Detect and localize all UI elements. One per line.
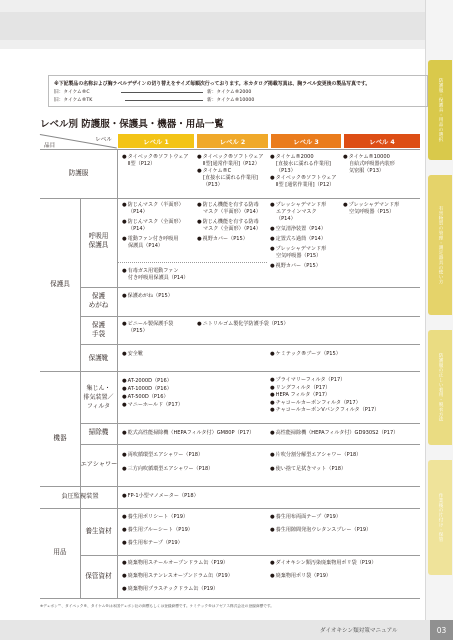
item-text: 視野カバー（P15） <box>202 236 248 242</box>
list-item <box>197 154 263 161</box>
list-item-cont: 気密服（P13） <box>349 168 385 174</box>
corner-level-label: レベル <box>95 137 112 143</box>
bullet-icon: ● <box>122 430 127 436</box>
row-label-boots: 保護靴 <box>88 354 109 362</box>
list-item-cont: （P14） <box>276 216 296 222</box>
list-item-cont: （P15） <box>128 328 148 334</box>
list-item <box>122 451 213 459</box>
page-number: 03 <box>430 620 453 640</box>
list-item <box>343 154 395 161</box>
storage-level1-items <box>122 559 233 593</box>
list-item <box>270 263 326 270</box>
level-1-header: レベル 1 <box>118 134 194 148</box>
list-item <box>270 226 326 233</box>
item-text: タイケム®2000 <box>275 154 314 160</box>
item-text: 防じん機能を有する防毒 <box>202 219 259 225</box>
list-item <box>122 585 233 593</box>
manual-name: ダイオキシン類対策マニュアル <box>320 628 398 634</box>
bullet-icon: ● <box>122 154 127 160</box>
notice-arrow-line-1 <box>121 92 203 93</box>
list-item-cont: Ⅱ型（P12） <box>128 161 156 167</box>
list-item-cont: 自給式呼吸器内装形 <box>349 161 395 167</box>
respirator-level1b-items <box>122 268 189 282</box>
item-text: 廃棄物用スチールオープンドラム缶（P19） <box>127 560 229 566</box>
list-item <box>122 268 189 275</box>
bullet-icon: ● <box>197 168 202 174</box>
list-item-cont: （P14） <box>128 209 148 215</box>
bullet-icon: ● <box>122 493 127 499</box>
bullet-icon: ● <box>122 351 127 357</box>
item-text: 三方向吹循環型エアシャワー（P18） <box>127 466 214 472</box>
list-item <box>270 236 326 243</box>
list-item <box>270 202 326 209</box>
row-label-suit: 防護服 <box>68 169 89 177</box>
side-tab-2[interactable] <box>428 175 452 315</box>
list-item <box>197 168 263 175</box>
storage-level3-items <box>270 559 376 580</box>
bullet-icon: ● <box>197 236 202 242</box>
item-text: 視野カバー（P15） <box>275 263 321 269</box>
bullet-icon: ● <box>270 560 275 566</box>
list-item <box>122 526 193 534</box>
suit-level1-item <box>122 154 188 168</box>
item-text: ニトリルゴム製化学防護手袋（P15） <box>202 321 289 327</box>
group-label-equipment: 機器 <box>53 434 67 442</box>
item-text: マニーホールド（P17） <box>127 402 183 408</box>
bullet-icon: ● <box>270 154 275 160</box>
side-tab-4-label: 作業後の片付け・保管 <box>438 493 443 542</box>
row-label-storage: 保管資材 <box>85 572 112 580</box>
grid-line <box>80 287 420 288</box>
bullet-icon: ● <box>270 351 275 357</box>
bullet-icon: ● <box>122 402 127 408</box>
notice-old-name-1: 旧：タイケム®C <box>54 90 90 95</box>
section-sidebar <box>425 0 453 640</box>
list-item <box>122 401 183 409</box>
bullet-icon: ● <box>122 202 127 208</box>
bullet-icon: ● <box>270 246 275 252</box>
air-shower-level3-items <box>270 451 361 473</box>
bullet-icon: ● <box>270 573 275 579</box>
bullet-icon: ● <box>197 321 202 327</box>
grid-line <box>40 198 420 199</box>
item-text: AT-1000D（P16） <box>127 386 172 392</box>
list-item <box>270 175 336 182</box>
item-text: AT-500D（P16） <box>127 394 169 400</box>
list-item <box>197 219 261 226</box>
list-item <box>122 465 213 473</box>
respirator-level2-items <box>197 202 261 243</box>
item-text: 養生用隙間発泡ウレタンスプレー（P19） <box>275 527 372 533</box>
list-item <box>270 572 376 580</box>
bullet-icon: ● <box>122 236 127 242</box>
pressure-level1-item <box>122 493 199 500</box>
respirator-level4-items <box>343 202 399 216</box>
corner-item-label: 品目 <box>44 143 56 149</box>
row-label-air-shower: エアシャワー <box>80 461 118 468</box>
bullet-icon: ● <box>270 377 275 383</box>
bullet-icon: ● <box>343 154 348 160</box>
bullet-icon: ● <box>343 202 348 208</box>
bullet-icon: ● <box>270 430 275 436</box>
level-2-header: レベル 2 <box>197 134 268 148</box>
list-item <box>270 451 361 459</box>
item-text: タイケム®10000 <box>348 154 390 160</box>
item-text: 保護めがね（P15） <box>127 293 173 299</box>
item-text: 養生用布両面テープ（P19） <box>275 514 341 520</box>
bullet-icon: ● <box>270 399 275 406</box>
bullet-icon: ● <box>122 394 127 400</box>
bullet-icon: ● <box>270 236 275 242</box>
list-item <box>270 377 379 385</box>
list-item <box>122 154 188 161</box>
list-item <box>122 393 183 401</box>
list-item <box>122 559 233 567</box>
header-band <box>0 0 453 49</box>
respirator-level3-items <box>270 202 326 270</box>
row-label-vacuum: 掃除機 <box>88 428 109 436</box>
bullet-icon: ● <box>122 466 127 472</box>
side-tab-3[interactable] <box>428 330 452 445</box>
list-item <box>270 526 371 534</box>
trademark-footnote: ※デュポン™、タイベック®、タイケム®は米国デュポン社の商標もしくは登録商標です。ケミテック®はアゼアス株式会社の登録商標です。 <box>40 604 274 608</box>
list-item-cont: （P14） <box>128 226 148 232</box>
list-item <box>122 572 233 580</box>
bullet-icon: ● <box>270 527 275 533</box>
list-item <box>122 539 193 547</box>
list-item-cont: Ⅱ型[通常作業用]（P12） <box>203 161 260 167</box>
list-item <box>270 407 379 415</box>
list-item-cont: マスク（半面形）（P14） <box>203 209 261 215</box>
item-text: 廃棄物用ステンレスオープンドラム缶（P19） <box>127 573 233 579</box>
item-text: タイベック®ソフトウェア <box>202 154 264 160</box>
list-item <box>122 377 183 385</box>
bullet-icon: ● <box>122 586 127 592</box>
grid-line <box>117 262 267 263</box>
grid-line <box>40 598 420 599</box>
suit-level2-item <box>197 154 263 189</box>
vacuum-level1-item <box>122 430 254 437</box>
list-item <box>122 219 184 226</box>
item-text: 有毒ガス用電動ファン <box>127 268 179 274</box>
table-corner-cell <box>40 134 116 148</box>
grid-line <box>80 444 420 445</box>
bullet-icon: ● <box>270 392 275 399</box>
bullet-icon: ● <box>122 293 127 299</box>
item-text: 養生用ブルーシート（P19） <box>127 527 193 533</box>
list-item <box>343 202 399 209</box>
side-tab-3-label: 防護服の正しい着用・脱衣方法 <box>438 353 443 422</box>
bullet-icon: ● <box>122 527 127 533</box>
list-item <box>122 236 184 243</box>
level-3-header: レベル 3 <box>271 134 341 148</box>
air-shower-level1-items <box>122 451 213 473</box>
grid-line <box>40 486 420 487</box>
item-text: ビニール製保護手袋 <box>127 321 174 327</box>
item-text: プレッシャデマンド形 <box>348 202 400 208</box>
item-text: 防じんマスク（半面形） <box>127 202 184 208</box>
grid-line <box>80 344 420 345</box>
item-text: 防じんマスク（全面形） <box>127 219 184 225</box>
row-label-pressure-monitor: 負圧監視装置 <box>61 493 99 500</box>
goggles-level1-item <box>122 293 173 300</box>
row-label-goggles: 保護 めがね <box>88 292 109 309</box>
list-item-cont: 付き呼吸用保護具（P14） <box>128 275 189 281</box>
item-text: ケミテック®ブーツ（P15） <box>275 351 341 357</box>
item-text: 高性能掃除機（HEPAフィルタ付）GD930S2（P17） <box>275 430 399 436</box>
item-text: プレッシャデマンド形 <box>275 246 327 252</box>
item-text: プレッシャデマンド形 <box>275 202 327 208</box>
list-item-cont: [直接水に濡れる作業用] <box>276 161 331 167</box>
item-text: HEPA フィルタ（P17） <box>275 392 331 399</box>
bullet-icon: ● <box>270 466 275 472</box>
item-text: 養生用布テープ（P19） <box>127 540 183 546</box>
item-text: 両吹循環型エアシャワー（P18） <box>127 452 204 458</box>
level-4-header: レベル 4 <box>344 134 420 148</box>
side-tab-4[interactable] <box>428 460 452 575</box>
bullet-icon: ● <box>270 175 275 181</box>
row-label-gloves: 保護 手袋 <box>91 321 106 338</box>
side-tab-1-label: 防護服・保護具・用品の選択 <box>438 78 443 142</box>
list-item <box>270 465 361 473</box>
item-text: 電動ファン付き呼吸用 <box>127 236 179 242</box>
list-item <box>122 202 184 209</box>
item-text: 使い捨て足拭きマット（P18） <box>275 466 347 472</box>
row-label-dust-collector: 集じん・ 排気装置／ フィルタ <box>83 385 114 410</box>
item-text: タイベック®ソフトウェア <box>127 154 189 160</box>
gloves-level1-item <box>122 321 173 335</box>
bullet-icon: ● <box>122 378 127 384</box>
dust-level1-items <box>122 377 183 409</box>
item-text: FP-1小型マノメーター（P18） <box>127 493 199 499</box>
item-text: 廃棄物用ポリ袋（P19） <box>275 573 332 579</box>
row-label-curing: 養生資材 <box>85 527 112 535</box>
list-item-cont: 空気呼吸器（P15） <box>349 209 395 215</box>
bullet-icon: ● <box>122 573 127 579</box>
group-label-protective-gear: 保護具 <box>50 280 70 288</box>
list-item-cont: 空気呼吸器（P15） <box>276 253 322 259</box>
list-item-cont: マスク（全面形）（P14） <box>203 226 261 232</box>
grid-line <box>117 149 118 598</box>
notice-old-name-2: 旧：タイケム®TK <box>54 98 93 103</box>
list-item-cont: （P13） <box>276 168 296 174</box>
item-text: 安全靴 <box>127 351 143 357</box>
bullet-icon: ● <box>122 514 127 520</box>
list-item <box>122 321 173 328</box>
item-text: リングフィルタ（P17） <box>275 384 331 391</box>
item-text: 養生用ポリシート（P19） <box>127 514 189 520</box>
header-band-inner <box>0 12 425 40</box>
grid-line <box>80 316 420 317</box>
boots-level1-item <box>122 351 143 358</box>
grid-line <box>40 508 420 509</box>
item-text: 防じん機能を有する防毒 <box>202 202 259 208</box>
item-text: AT-2000D（P16） <box>127 378 172 384</box>
row-label-respirator-text: 呼吸用 保護具 <box>88 232 109 249</box>
bullet-icon: ● <box>270 452 275 458</box>
grid-line <box>80 555 420 556</box>
bullet-icon: ● <box>270 514 275 520</box>
bullet-icon: ● <box>270 226 275 232</box>
rename-notice-box <box>48 75 428 107</box>
grid-line <box>80 423 420 424</box>
bullet-icon: ● <box>122 540 127 546</box>
bullet-icon: ● <box>122 386 127 392</box>
list-item <box>122 385 183 393</box>
list-item-cont: [直接水に濡れる作業用] <box>203 175 258 181</box>
item-text: 定置式ろ過筒（P14） <box>275 236 326 242</box>
bullet-icon: ● <box>270 384 275 391</box>
notice-text: ※下記製品の名称および胸ラベルデザインの切り替えをサイズ毎順次行っております。本カタログ掲載写真は、胸ラベル変更後の製品写真です。 <box>54 81 371 87</box>
boots-level3-item <box>270 351 341 358</box>
list-item-cont: （P13） <box>203 182 223 188</box>
suit-level4-item <box>343 154 395 175</box>
bullet-icon: ● <box>122 452 127 458</box>
bullet-icon: ● <box>197 154 202 160</box>
item-text: ダイオキシン類汚染廃棄物用ポリ袋（P19） <box>275 560 377 566</box>
bullet-icon: ● <box>270 263 275 269</box>
bullet-icon: ● <box>270 407 275 414</box>
item-text: タイベック®ソフトウェア <box>275 175 337 181</box>
curing-level3-items <box>270 513 371 534</box>
side-tab-1[interactable] <box>428 60 452 160</box>
gloves-level2-item <box>197 321 289 328</box>
bullet-icon: ● <box>197 202 202 208</box>
list-item-cont: Ⅱ型 [通常作業用]（P12） <box>276 182 335 188</box>
notice-new-name-1: 新：タイケム®2000 <box>207 90 252 95</box>
item-text: 空気清浄装置（P14） <box>275 226 326 232</box>
group-label-supplies: 用品 <box>53 548 67 556</box>
list-item <box>270 246 326 253</box>
item-text: 乾式高性能掃除機（HEPAフィルタ付）GM80P（P17） <box>127 430 255 436</box>
item-text: 片吹分割分解型エアシャワー（P18） <box>275 452 362 458</box>
list-item <box>270 559 376 567</box>
page-title: レベル別 防護服・保護具・機器・用品一覧 <box>40 119 224 130</box>
list-item <box>122 513 193 521</box>
vacuum-level3-item <box>270 430 398 437</box>
grid-line <box>40 371 420 372</box>
list-item <box>270 154 336 161</box>
list-item-cont: エアラインマスク <box>276 209 317 215</box>
respirator-level1-items <box>122 202 184 250</box>
grid-line <box>40 149 420 150</box>
list-item <box>197 202 261 209</box>
bullet-icon: ● <box>197 219 202 225</box>
notice-arrow-line-2 <box>125 100 203 101</box>
bullet-icon: ● <box>122 321 127 327</box>
item-text: チャコールカーボンフィルタ（P17） <box>275 399 361 406</box>
side-tab-2-label: 有害物質の管理・測定器具の使い方 <box>438 205 443 285</box>
item-text: 廃棄物用プラスチックドラム缶（P19） <box>127 586 219 592</box>
list-item-cont: 保護具（P14） <box>128 243 164 249</box>
item-text: プライマリーフィルタ（P17） <box>275 377 346 383</box>
item-text: チャコールカーボンVバンクフィルタ（P17） <box>275 407 380 414</box>
bullet-icon: ● <box>122 268 127 274</box>
list-item <box>197 236 261 243</box>
notice-new-name-2: 新：タイケム®10000 <box>207 98 255 103</box>
list-item <box>270 513 371 521</box>
page-footer <box>0 620 453 640</box>
curing-level1-items <box>122 513 193 547</box>
dust-level3-items <box>270 377 379 415</box>
bullet-icon: ● <box>122 560 127 566</box>
suit-level3-item <box>270 154 336 189</box>
bullet-icon: ● <box>270 202 275 208</box>
row-label-respirator <box>80 232 117 250</box>
list-item <box>270 392 379 400</box>
item-text: タイケム®C <box>202 168 232 174</box>
bullet-icon: ● <box>122 219 127 225</box>
